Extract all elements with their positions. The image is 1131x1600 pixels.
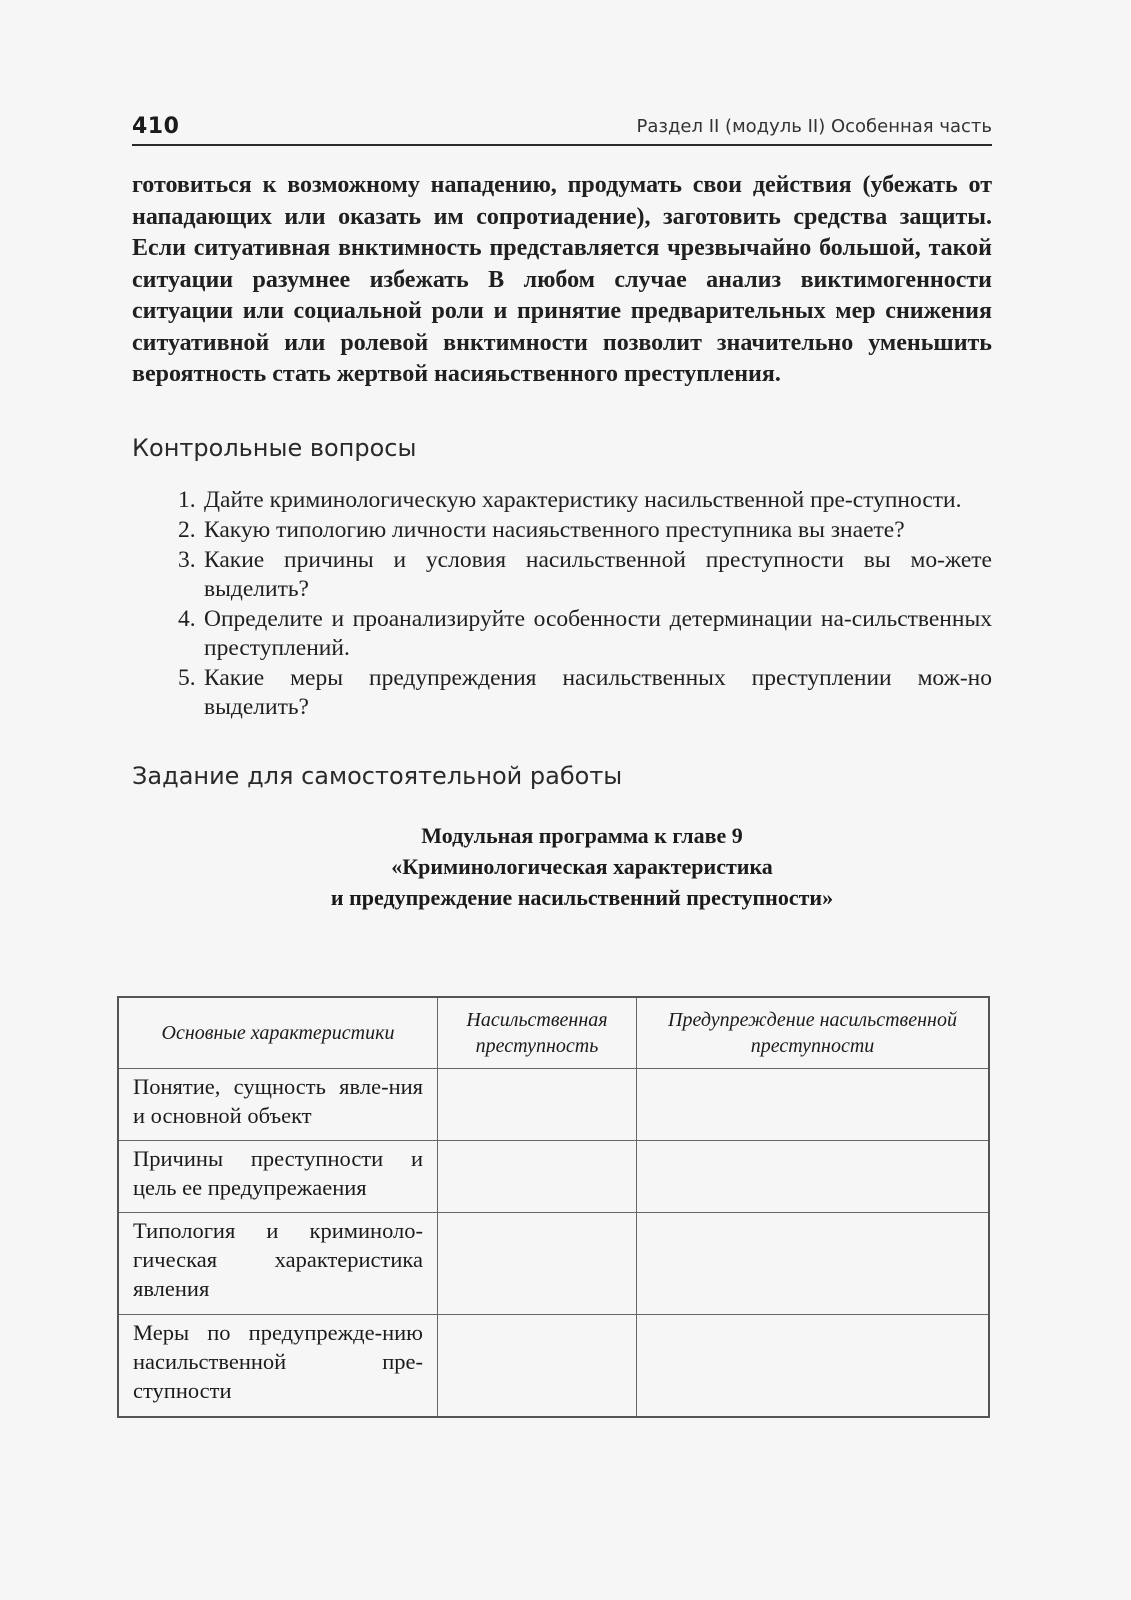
prevention-cell	[637, 1315, 990, 1418]
question-item	[178, 546, 992, 604]
self-study-task-heading: Задание для самостоятельной работы	[132, 761, 623, 790]
module-program-table	[117, 996, 990, 1418]
module-program-title	[132, 820, 992, 913]
row-label: Понятие, сущность явле-ния и основной объект	[118, 1069, 438, 1141]
program-title-line: «Криминологическая характеристика	[391, 853, 773, 879]
violent-crime-cell	[438, 1213, 637, 1315]
question-number: 4.	[178, 605, 196, 632]
book-page	[132, 110, 992, 1403]
question-text: Какие причины и условия насильственной преступности вы мо-жете выделить?	[204, 546, 992, 602]
column-header-characteristics: Основные характеристики	[118, 997, 438, 1069]
question-number: 1.	[178, 486, 196, 513]
body-paragraph: готовиться к возможному нападению, продумать свои действия (убежать от нападающих или оказать им сопротиадение), заготовить средства защиты. Если ситуативная внктимность представляется чрезвычайно большой, такой ситуации разумнее избежать В любом случае анализ виктимогенности ситуации или социальной роли и принятие предварительных мер снижения ситуативной или ролевой внктимности позволит значительно уменьшить вероятность стать жертвой насияьственного преступления.	[132, 172, 992, 387]
question-number: 2.	[178, 516, 196, 543]
table-row	[118, 1069, 989, 1141]
column-header-prevention: Предупреждение насильственной преступности	[637, 997, 990, 1069]
table-row	[118, 1315, 989, 1418]
row-label: Меры по предупрежде-нию насильственной пре-ступности	[118, 1315, 438, 1418]
program-title-line: Модульная программа к главе 9	[421, 822, 743, 848]
prevention-cell	[637, 1213, 990, 1315]
row-label: Причины преступности и цель ее предупрежаения	[118, 1141, 438, 1213]
program-title-line: и предупреждение насильственний преступности»	[330, 884, 834, 910]
question-number: 3.	[178, 546, 196, 573]
prevention-cell	[637, 1141, 990, 1213]
question-text: Дайте криминологическую характеристику насильственной пре-ступности.	[204, 486, 962, 513]
question-item	[178, 605, 992, 663]
page-header	[132, 110, 992, 146]
question-item	[178, 486, 992, 515]
control-questions-list	[132, 486, 992, 722]
question-number: 5.	[178, 664, 196, 691]
running-head: Раздел II (модуль II) Особенная часть	[636, 116, 992, 137]
table-header-row	[118, 997, 989, 1069]
violent-crime-cell	[438, 1315, 637, 1418]
question-text: Какие меры предупреждения насильственных преступлении мож-но выделить?	[204, 664, 992, 720]
prevention-cell	[637, 1069, 990, 1141]
question-text: Определите и проанализируйте особенности детерминации на-сильственных преступлений.	[204, 605, 992, 661]
table-row	[118, 1213, 989, 1315]
page-number: 410	[132, 114, 180, 139]
violent-crime-cell	[438, 1141, 637, 1213]
question-text: Какую типологию личности насияьственного преступника вы знаете?	[204, 516, 905, 543]
table-row	[118, 1141, 989, 1213]
control-questions-heading: Контрольные вопросы	[132, 433, 417, 462]
row-label: Типология и криминоло-гическая характеристика явления	[118, 1213, 438, 1315]
violent-crime-cell	[438, 1069, 637, 1141]
question-item	[178, 664, 992, 722]
column-header-violent-crime: Насильственная преступность	[438, 997, 637, 1069]
question-item	[178, 516, 992, 545]
